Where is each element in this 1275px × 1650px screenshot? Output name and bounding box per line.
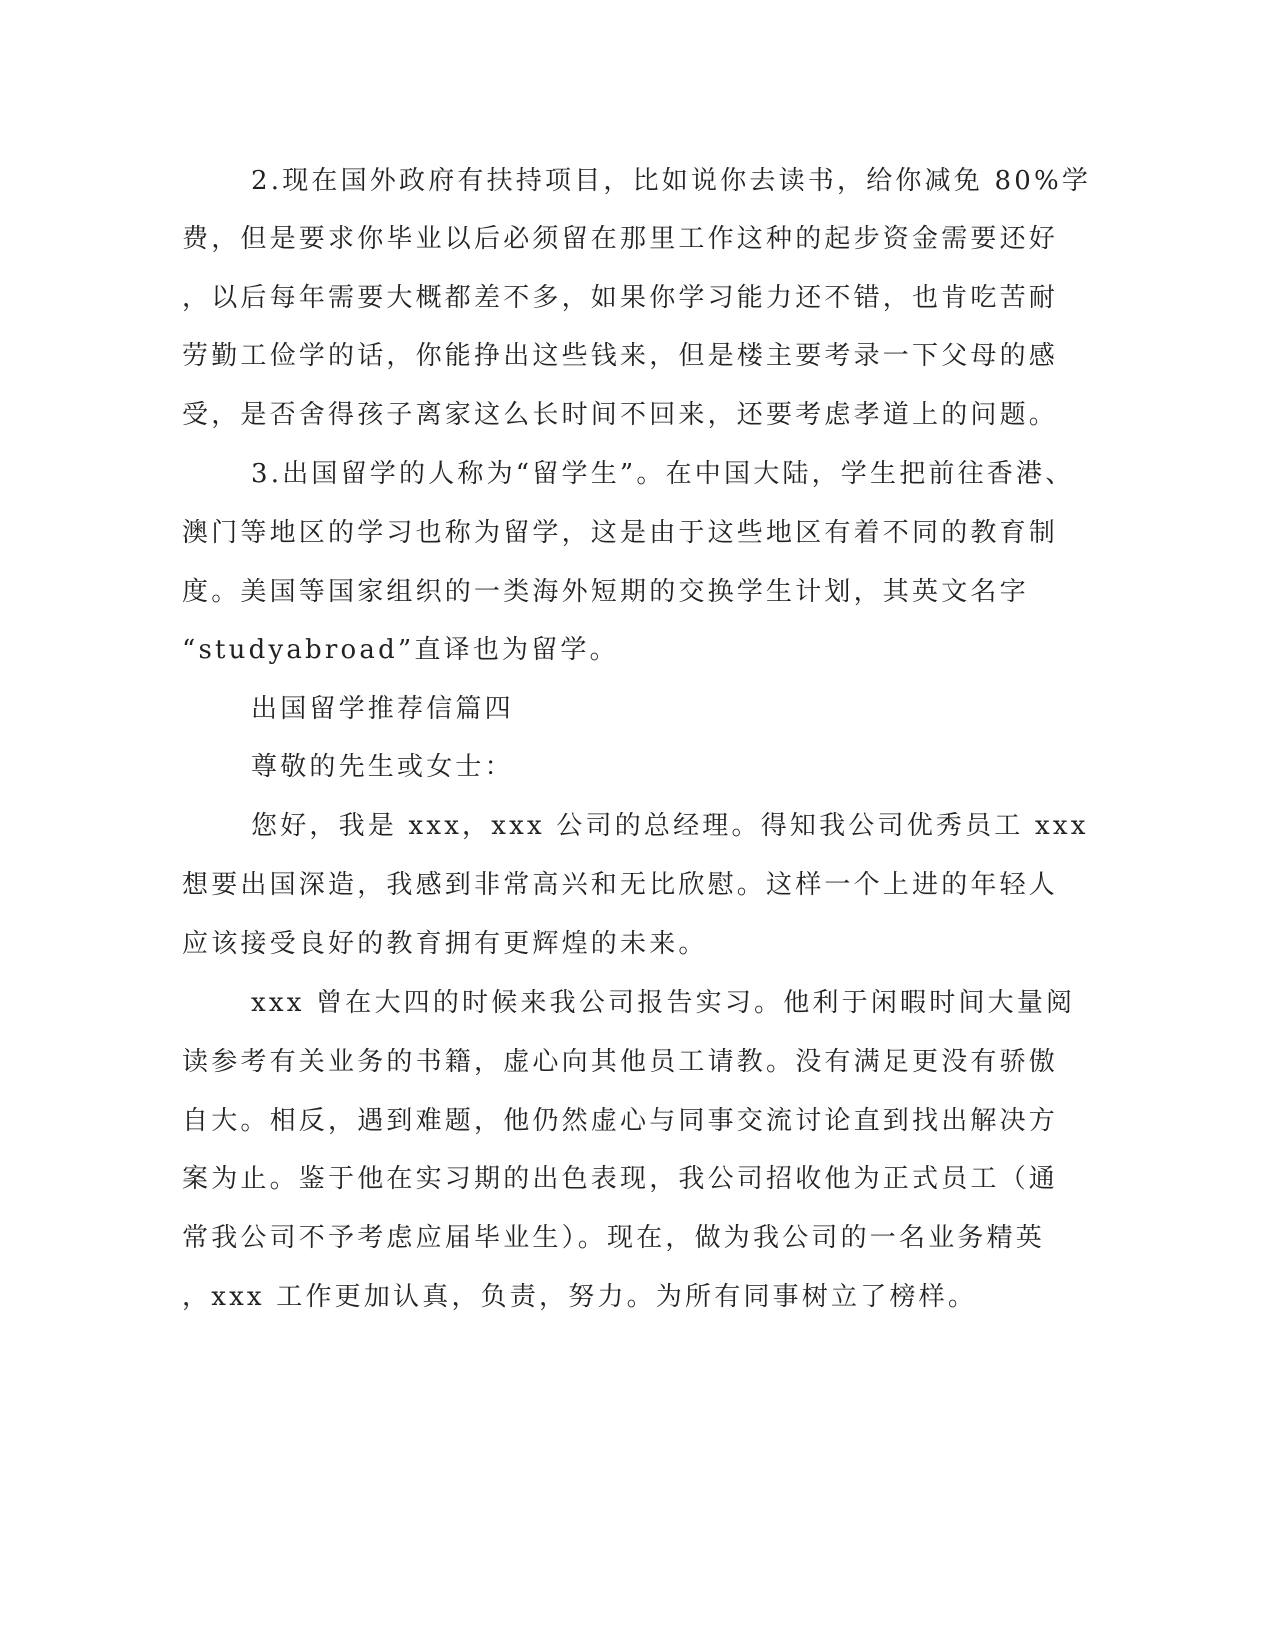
text-line: 想要出国深造，我感到非常高兴和无比欣慰。这样一个上进的年轻人: [182, 870, 1059, 900]
text-line: 自大。相反，遇到难题，他仍然虚心与同事交流讨论直到找出解决方: [182, 1106, 1059, 1136]
text-line: 度。美国等国家组织的一类海外短期的交换学生计划，其英文名字: [182, 577, 1029, 607]
text-line: 3.出国留学的人称为“留学生”。在中国大陆，学生把前往香港、: [251, 459, 1075, 489]
text-line: 您好，我是 xxx，xxx 公司的总经理。得知我公司优秀员工 xxx: [251, 811, 1089, 841]
text-line: 常我公司不予考虑应届毕业生）。现在，做为我公司的一名业务精英: [182, 1223, 1046, 1253]
salutation: 尊敬的先生或女士：: [251, 752, 514, 782]
text-line: 劳勤工俭学的话，你能挣出这些钱来，但是楼主要考录一下父母的感: [182, 341, 1059, 371]
text-line: xxx 曾在大四的时候来我公司报告实习。他利于闲暇时间大量阅: [251, 988, 1076, 1018]
text-line: 2.现在国外政府有扶持项目，比如说你去读书，给你减免 80%学: [251, 166, 1092, 196]
text-line: 应该接受良好的教育拥有更辉煌的未来。: [182, 929, 708, 959]
text-line: 受，是否舍得孩子离家这么长时间不回来，还要考虑孝道上的问题。: [182, 400, 1059, 430]
text-line: ，以后每年需要大概都差不多，如果你学习能力还不错，也肯吃苦耐: [182, 283, 1059, 313]
text-line: 澳门等地区的学习也称为留学，这是由于这些地区有着不同的教育制: [182, 518, 1059, 548]
text-line: 费，但是要求你毕业以后必须留在那里工作这种的起步资金需要还好: [182, 224, 1059, 254]
section-heading: 出国留学推荐信篇四: [251, 694, 514, 724]
text-line: “studyabroad”直译也为留学。: [182, 635, 619, 665]
text-line: ，xxx 工作更加认真，负责，努力。为所有同事树立了榜样。: [182, 1282, 978, 1312]
text-line: 案为止。鉴于他在实习期的出色表现，我公司招收他为正式员工（通: [182, 1164, 1059, 1194]
text-line: 读参考有关业务的书籍，虚心向其他员工请教。没有满足更没有骄傲: [182, 1047, 1059, 1077]
